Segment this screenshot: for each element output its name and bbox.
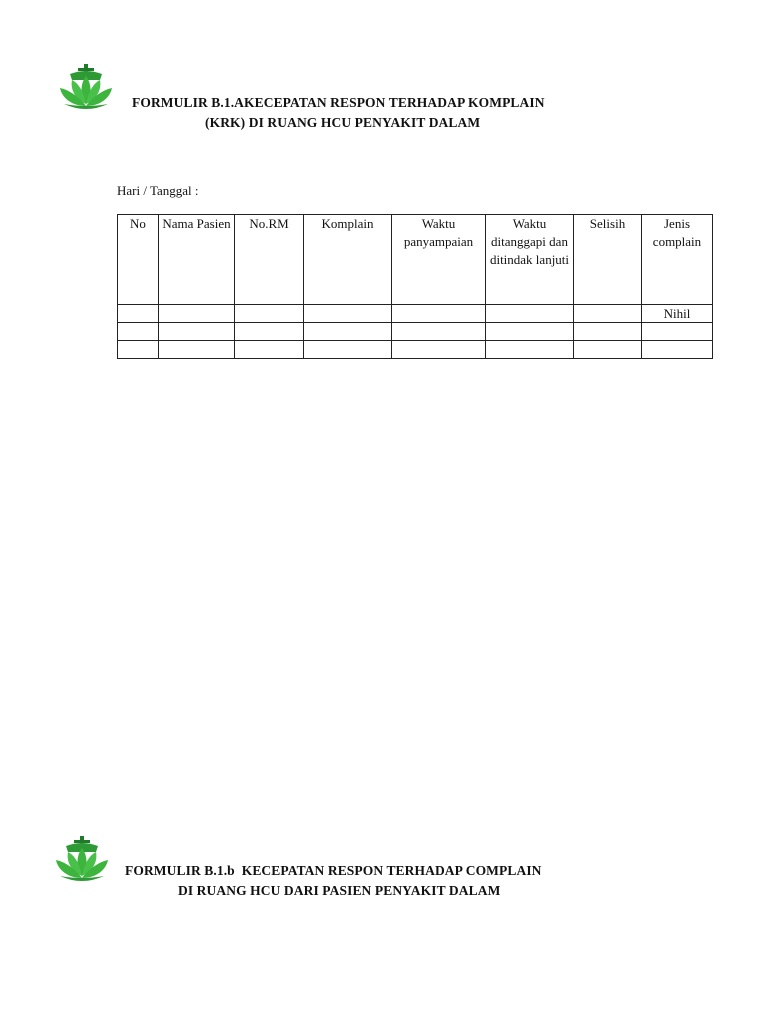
table-cell[interactable]	[235, 323, 304, 341]
table-cell[interactable]	[235, 341, 304, 359]
form-a-title-line2: (KRK) DI RUANG HCU PENYAKIT DALAM	[205, 115, 481, 130]
table-cell[interactable]	[118, 305, 159, 323]
form-a-title-line1: FORMULIR B.1.AKECEPATAN RESPON TERHADAP KOMPLAIN	[132, 95, 545, 110]
table-cell[interactable]: Nihil	[642, 305, 713, 323]
table-row	[118, 341, 713, 359]
table-cell[interactable]	[642, 341, 713, 359]
table-header-row	[118, 215, 713, 305]
header-patient-name: Nama Pasien	[159, 215, 235, 305]
table-cell[interactable]	[304, 305, 392, 323]
table-cell[interactable]	[118, 341, 159, 359]
complaint-response-table	[117, 214, 713, 359]
date-label: Hari / Tanggal :	[117, 183, 199, 198]
table-cell[interactable]	[574, 305, 642, 323]
hospital-lotus-logo-icon	[56, 62, 116, 114]
table-cell[interactable]	[159, 305, 235, 323]
table-cell[interactable]	[159, 341, 235, 359]
header-complaint: Komplain	[304, 215, 392, 305]
hospital-lotus-logo-icon	[52, 834, 112, 886]
header-complaint-type: Jenis complain	[642, 215, 713, 305]
table-cell[interactable]	[392, 323, 486, 341]
table-cell[interactable]	[486, 305, 574, 323]
table-cell[interactable]	[392, 341, 486, 359]
table-row	[118, 323, 713, 341]
table-cell[interactable]	[574, 323, 642, 341]
table-cell[interactable]	[159, 323, 235, 341]
table-cell[interactable]	[574, 341, 642, 359]
form-b-title-line1: FORMULIR B.1.b KECEPATAN RESPON TERHADAP COMPLAIN	[125, 863, 542, 878]
table-cell[interactable]	[304, 341, 392, 359]
table-cell[interactable]	[486, 341, 574, 359]
header-medical-record: No.RM	[235, 215, 304, 305]
table-cell[interactable]	[642, 323, 713, 341]
header-no: No	[118, 215, 159, 305]
table-cell[interactable]	[118, 323, 159, 341]
table-cell[interactable]	[486, 323, 574, 341]
table-cell[interactable]	[235, 305, 304, 323]
header-difference: Selisih	[574, 215, 642, 305]
table-cell[interactable]	[304, 323, 392, 341]
table-row	[118, 305, 713, 323]
table-cell[interactable]	[392, 305, 486, 323]
header-submission-time: Waktu panyampaian	[392, 215, 486, 305]
header-response-time: Waktu ditanggapi dan ditindak lanjuti	[486, 215, 574, 305]
form-b-title-line2: DI RUANG HCU DARI PASIEN PENYAKIT DALAM	[178, 883, 501, 898]
